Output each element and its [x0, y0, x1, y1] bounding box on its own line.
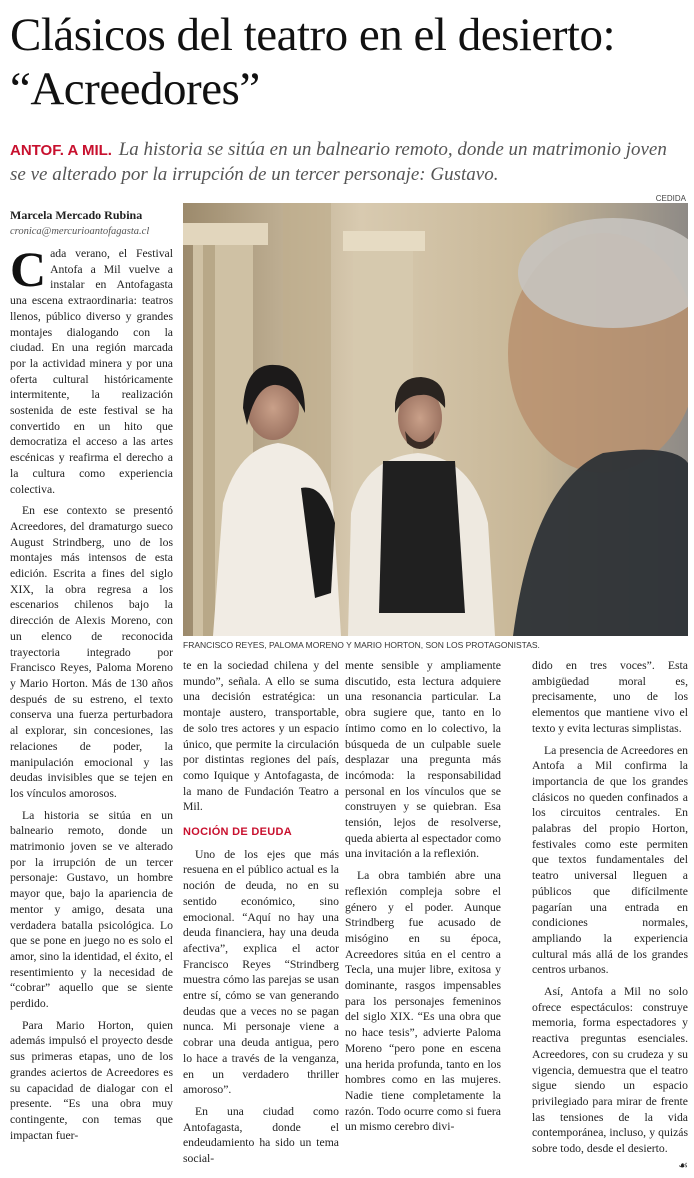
paragraph: La historia se sitúa en un balneario remoto, donde un matrimonio joven se ve alterado por la irrupción de un tercer personaje: Gustavo, un hombre mayor que, bajo la apariencia de mentor y amigo, desata una verdadera batalla psicológica. Lo que se pone en juego no es solo el amor, sino la identidad, el éxito, el resentimiento y la necesidad de “cobrar” aquello que se siente perdido.: [10, 808, 173, 1011]
photo-illustration: [183, 203, 688, 636]
article-column-3: [345, 658, 501, 1141]
author-email: cronica@mercurioantofagasta.cl: [10, 226, 150, 237]
article-photo: [183, 203, 688, 636]
deck-text: La historia se sitúa en un balneario remoto, donde un matrimonio joven se ve alterado por la irrupción de un tercer personaje: Gustavo.: [10, 139, 667, 185]
dropcap: C: [10, 241, 47, 297]
paragraph: Así, Antofa a Mil no solo ofrece espectáculos: construye memoria, forma espectadores y reactiva preguntas esenciales. Acreedores, con su crudeza y su vigencia, demuestra que el teatro sigue siendo un espacio privilegiado para mirar de frente las tensiones de la vida contemporánea, incluso, y quizás sobre todo, desde el desierto.: [532, 985, 688, 1156]
article-column-2: [183, 658, 339, 1173]
photo-credit: CEDIDA: [655, 194, 686, 203]
deck-kicker: ANTOF. A MIL.: [10, 142, 112, 159]
paragraph: La presencia de Acreedores en Antofa a Mil confirma la importancia de que los grandes clásicos no queden confinados a los circuitos centrales. En palabras del propio Horton, festivales como este permiten que textos fundamentales del teatro universal lleguen a públicos que difícilmente pagarían una entrada en condiciones normales, ampliando la experiencia cultural más allá de los grandes centros urbanos.: [532, 743, 688, 977]
end-mark: ☙: [678, 1159, 688, 1172]
paragraph: En ese contexto se presentó Acreedores, del dramaturgo sueco August Strindberg, uno de los montajes más intensos de esta edición. Escrita a fines del siglo XIX, la obra regresa a los escenarios chilenos bajo la dirección de Alexis Moreno, con un elenco de reconocida trayectoria integrado por Francisco Reyes, Paloma Moreno y Mario Horton. Más de 130 años después de su estreno, el texto conserva una fuerza perturbadora al explorar, sin concesiones, las relaciones de poder, la manipulación emocional y las deudas invisibles que se tejen en los vínculos amorosos.: [10, 504, 173, 800]
paragraph: mente sensible y ampliamente discutido, esta lectura adquiere una resonancia particular. La obra sugiere que, tanto en lo íntimo como en lo colectivo, la búsqueda de un culpable suele desplazar una pregunta más incómoda: la responsabilidad personal en los vínculos que se construyen y se quiebran. Esa tensión, lejos de resolverse, queda abierta al espectador como una invitación a la reflexión.: [345, 659, 501, 861]
paragraph: dido en tres voces”. Esta ambigüedad moral es, precisamente, uno de los elementos que mantiene vivo el texto y evita lecturas simplistas.: [532, 659, 688, 735]
headline: Clásicos del teatro en el desierto: “Acreedores”: [10, 9, 616, 115]
article-column-4: [532, 658, 688, 1175]
photo-caption: FRANCISCO REYES, PALOMA MORENO Y MARIO HORTON, SON LOS PROTAGONISTAS.: [183, 640, 540, 650]
paragraph: te en la sociedad chilena y del mundo”, señala. A ello se suma una decisión estratégica: un montaje austero, transportable, de solo tres actores y un espacio único, que permite la circulación por distintas regiones del país, como Iquique y Antofagasta, de la mano de Fundación Teatro a Mil.: [183, 659, 339, 814]
byline: [10, 208, 180, 237]
paragraph: Para Mario Horton, quien además impulsó el proyecto desde sus primeras etapas, uno de los grandes aciertos de Acreedores es su capacidad de dialogar con el presente. “Es una obra muy contingente, con temas que impactan fuer-: [10, 1018, 173, 1142]
paragraph: Uno de los ejes que más resuena en el público actual es la noción de deuda, no en su sentido económico, sino emocional. “Aquí no hay una deuda financiera, hay una deuda afectiva”, explica el actor Francisco Reyes “Strindberg muestra cómo las parejas se usan entre sí, cómo se van generando deudas que a veces no se pagan nunca. Mi personaje viene a cobrar una deuda antigua, pero lo hace a través de la venganza, en un verdadero thriller amoroso”.: [183, 847, 339, 1097]
deck: [10, 138, 680, 187]
paragraph: En una ciudad como Antofagasta, donde el endeudamiento ha sido un tema social-: [183, 1104, 339, 1166]
author-name: Marcela Mercado Rubina: [10, 208, 143, 222]
section-subhead: NOCIÓN DE DEUDA: [183, 826, 293, 839]
paragraph: La obra también abre una reflexión compleja sobre el género y el poder. Aunque Strindberg fue acusado de misógino en su época, Acreedores sitúa en el centro a Tecla, una mujer libre, exitosa y dominante, rasgos impensables para los personajes femeninos del siglo XIX. “Es una obra que no hace tesis”, advierte Paloma Moreno “pero pone en escena una herida profunda, tanto en los hombres como en las mujeres. Nadie tiene completamente la razón. Todo ocurre como si fuera un mismo cerebro divi-: [345, 869, 501, 1134]
paragraph: Cada verano, el Festival Antofa a Mil vuelve a instalar en Antofagasta una escena extraordinaria: teatros llenos, público diverso y grandes montajes dialogando con la ciudad. En una región marcada por la actividad minera y por una oferta cultural históricamente intermitente, la realización sostenida de este festival se ha convertido en un hito que democratiza el acceso a las artes escénicas y reafirma el derecho a la cultura como experiencia colectiva.: [10, 241, 173, 496]
article-column-1: [10, 241, 173, 1149]
